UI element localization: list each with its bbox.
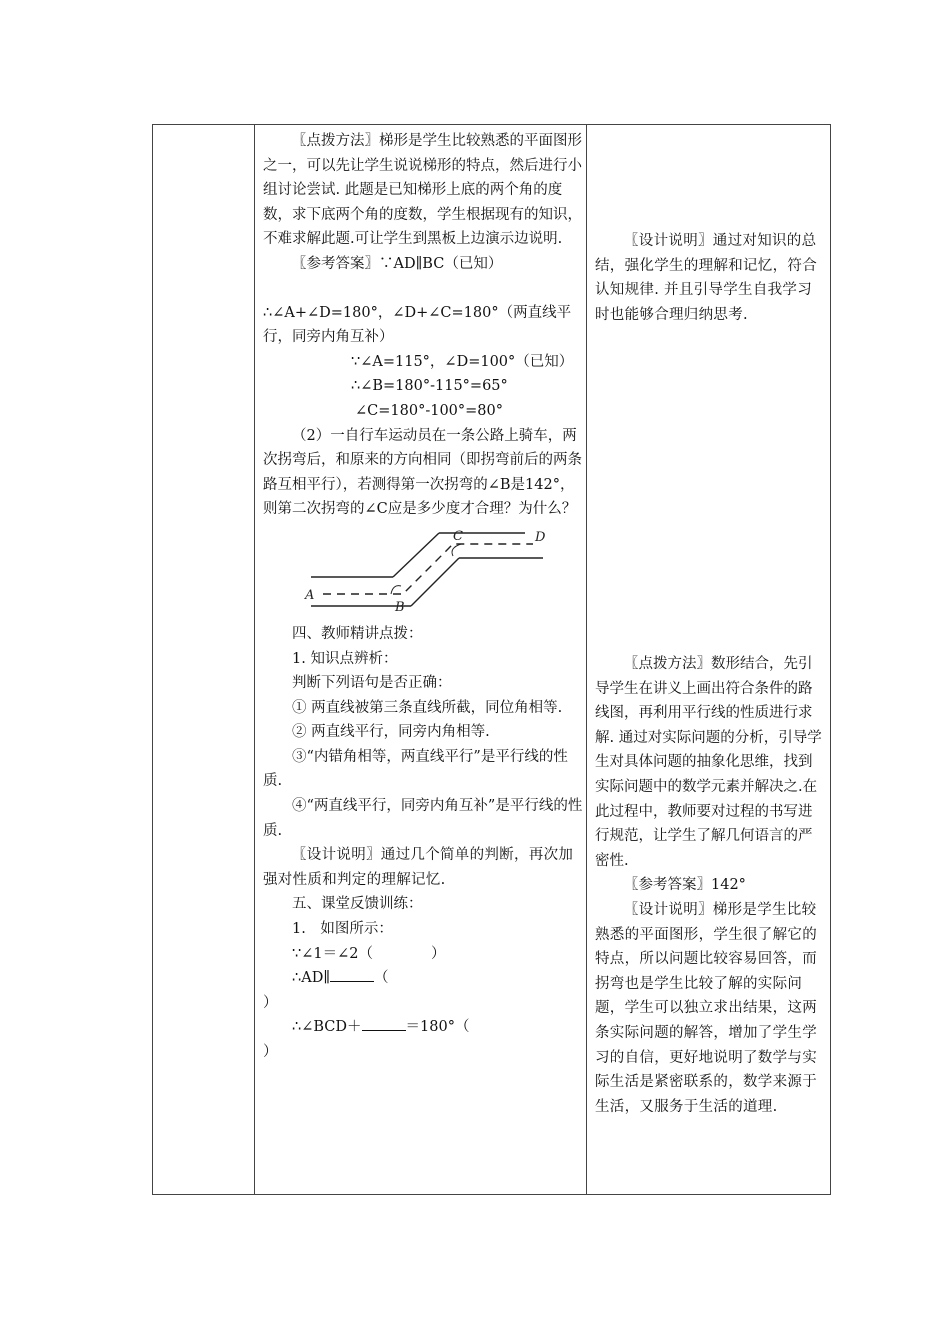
answer-line-3: ∴∠B=180°-115°=65° bbox=[351, 378, 508, 395]
design-note: 〖设计说明〗通过几个简单的判断，再次加强对性质和判定的理解记忆. bbox=[263, 847, 574, 888]
tip-method-2: 〖点拨方法〗数形结合，先引导学生在讲义上画出符合条件的路线图，再利用平行线的性质进行求解. 通过对实际问题的分析，引导学生对具体问题的抽象化思维，找到实际问题中的数学元素并解决之.在此过程中，教师要对过程的书写进行规范，让学生了解几何语言的严密性. bbox=[595, 656, 822, 869]
step-c-close: ） bbox=[263, 1044, 278, 1060]
label-c: C bbox=[453, 528, 463, 544]
label-a: A bbox=[305, 587, 315, 603]
judge-item-3: ③“内错角相等，两直线平行”是平行线的性质. bbox=[263, 748, 568, 790]
right-column-bottom bbox=[595, 652, 823, 1119]
lesson-table bbox=[152, 124, 831, 1195]
route-dashed-line bbox=[323, 544, 533, 594]
road-diagram bbox=[263, 524, 583, 616]
blank-line bbox=[263, 277, 583, 301]
judge-instruction: 判断下列语句是否正确： bbox=[292, 675, 452, 692]
label-b: B bbox=[395, 599, 405, 615]
step-b-close: ） bbox=[263, 994, 278, 1011]
answer-line-1: ∴∠A+∠D=180°，∠D+∠C=180°（两直线平行，同旁内角互补） bbox=[263, 304, 572, 346]
judge-item-2: ② 两直线平行，同旁内角相等. bbox=[292, 724, 490, 741]
tip-paragraph: 〖点拨方法〗梯形是学生比较熟悉的平面图形之一，可以先让学生说说梯形的特点，然后进行小组讨论尝试. 此题是已知梯形上底的两个角的度数，求下底两个角的度数，学生根据现有的知识，不难求解此题.可让学生到黑板上边演示边说明. bbox=[263, 133, 582, 248]
judge-item-1: ① 两直线被第三条直线所截，同位角相等. bbox=[292, 699, 563, 716]
label-d: D bbox=[535, 529, 546, 545]
section-5-heading: 五、课堂反馈训练： bbox=[292, 896, 423, 913]
design-note-2: 〖设计说明〗梯形是学生比较熟悉的平面图形，学生很了解它的特点，所以问题比较容易回答，而拐弯也是学生比较了解的实际问题，学生可以独立求出结果，这两条实际问题的解答，增加了学生学习的自信，更好地说明了数学与实际生活是紧密联系的，数学来源于生活，又服务于生活的道理. bbox=[595, 901, 817, 1115]
answer-line-4: ∠C=180°-100°=80° bbox=[355, 402, 503, 419]
step-c-text: ∴∠BCD＋ bbox=[292, 1019, 362, 1036]
road-edge-slant-top bbox=[393, 533, 439, 577]
blank-underline[interactable] bbox=[330, 967, 374, 982]
question-1-step-b bbox=[263, 966, 583, 991]
question-1: 1. 如图所示： bbox=[292, 921, 393, 938]
step-b-paren: （ bbox=[374, 970, 389, 987]
step-c-paren: ＝180°（ bbox=[405, 1019, 470, 1036]
column-divider-right bbox=[586, 125, 587, 1194]
step-b-text: ∴AD∥ bbox=[292, 970, 331, 987]
question-1-step-a: ∵∠1＝∠2（ ） bbox=[292, 945, 446, 962]
problem-2: （2）一自行车运动员在一条公路上骑车，两次拐弯后，和原来的方向相同（即拐弯前后的两条路互相平行），若测得第一次拐弯的∠B是142°，则第二次拐弯的∠C应是多少度才合理？为什么？ bbox=[263, 427, 582, 518]
knowledge-point: 1. 知识点辨析： bbox=[292, 650, 398, 667]
answer-line-2: ∵∠A=115°，∠D=100°（已知） bbox=[351, 353, 574, 370]
section-4-heading: 四、教师精讲点拨： bbox=[292, 625, 423, 642]
right-column-top bbox=[595, 229, 823, 327]
road-edge-slant-bottom bbox=[411, 558, 459, 606]
angle-b-arc bbox=[391, 586, 401, 594]
angle-c-arc bbox=[452, 544, 461, 556]
column-divider-left bbox=[254, 125, 255, 1194]
blank-underline[interactable] bbox=[362, 1016, 406, 1031]
judge-item-4: ④“两直线平行，同旁内角互补”是平行线的性质. bbox=[263, 798, 583, 839]
design-note-1: 〖设计说明〗通过对知识的总结，强化学生的理解和记忆，符合认知规律. 并且引导学生自我学习时也能够合理归纳思考. bbox=[595, 233, 817, 323]
middle-column bbox=[263, 129, 583, 1065]
answer-2: 〖参考答案〗142° bbox=[624, 877, 746, 894]
road-figure bbox=[263, 524, 583, 616]
question-1-step-c bbox=[263, 1015, 583, 1040]
answer-heading: 〖参考答案〗∵AD∥BC（已知） bbox=[292, 255, 503, 272]
